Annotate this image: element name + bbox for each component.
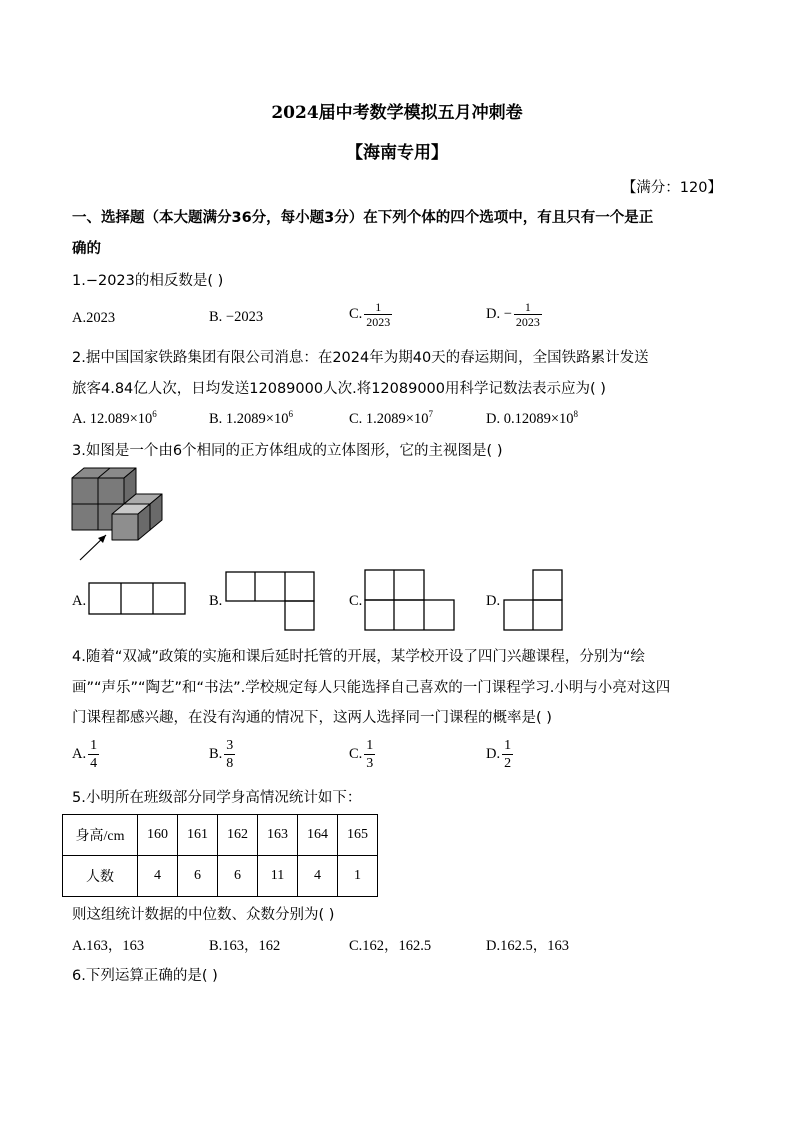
page-title: 2024届中考数学模拟五月冲刺卷: [271, 103, 523, 123]
q3-option-b-label: B.: [209, 593, 223, 609]
q4-option-c-fraction: [364, 737, 375, 772]
table-cell: 163: [258, 815, 298, 856]
fraction-denominator: 3: [366, 756, 374, 771]
q5-option-b: B.163，162: [209, 938, 281, 954]
q4-option-d-fraction: [502, 737, 513, 772]
q5-stem: 5.小明所在班级部分同学身高情况统计如下：: [72, 790, 362, 806]
q2-option-a-base: A. 12.089×10: [72, 411, 153, 427]
fraction-numerator: 1: [524, 300, 531, 314]
table-cell: 164: [298, 815, 338, 856]
q5-option-c: C.162，162.5: [349, 938, 432, 954]
fraction-denominator: 8: [226, 756, 234, 771]
table-header-cell: 人数: [63, 856, 138, 897]
q2-option-d-base: D. 0.12089×10: [486, 411, 574, 427]
q1-option-c-label: C.: [349, 305, 363, 322]
q2-option-c-exponent: 7: [428, 409, 433, 419]
q1-stem: 1.−2023的相反数是( ): [72, 273, 224, 289]
q4-option-c-label: C.: [349, 745, 363, 762]
table-cell: 161: [178, 815, 218, 856]
fraction-numerator: 1: [90, 738, 98, 753]
q2-option-d-exponent: 8: [573, 409, 579, 419]
table-cell: 165: [338, 815, 378, 856]
q5-option-a: A.163，163: [72, 938, 145, 954]
q3-3d-figure: [60, 462, 170, 567]
table-header-cell: 身高/cm: [63, 815, 138, 856]
table-cell: 162: [218, 815, 258, 856]
table-row: [63, 856, 378, 897]
q2-option-b: [209, 411, 293, 428]
table-cell: 11: [258, 856, 298, 897]
q4-option-c: [349, 737, 375, 772]
q4-option-b-label: B.: [209, 745, 223, 762]
table-cell: 160: [138, 815, 178, 856]
q2-option-b-base: B. 1.2089×10: [209, 411, 289, 427]
q2-stem-line1: 2.据中国国家铁路集团有限公司消息：在2024年为期40天的春运期间，全国铁路累计发送: [72, 350, 649, 366]
q2-stem-line2: 旅客4.84亿人次，日均发送12089000人次.将12089000用科学记数法表示应为( ): [72, 381, 606, 397]
q2-option-d: [486, 411, 578, 428]
page-subtitle: 【海南专用】: [346, 143, 448, 163]
q4-option-b-fraction: [224, 737, 235, 772]
table-cell: 6: [178, 856, 218, 897]
q3-option-b-figure: [225, 571, 317, 633]
table-cell: 1: [338, 856, 378, 897]
section-heading-line2: 确的: [72, 241, 101, 257]
height-stats-table: [62, 814, 378, 897]
table-cell: 6: [218, 856, 258, 897]
fraction-denominator: 2: [504, 756, 512, 771]
fraction-denominator: 4: [90, 756, 98, 771]
q1-option-c-fraction: [364, 300, 392, 329]
q3-option-c-label: C.: [349, 593, 363, 609]
q3-option-c-figure: [364, 569, 456, 633]
fraction-numerator: 1: [375, 300, 382, 314]
q2-option-a: [72, 411, 157, 428]
q3-option-a-label: A.: [72, 593, 87, 609]
q1-option-d: [486, 300, 542, 329]
table-row: [63, 815, 378, 856]
q4-option-a-label: A.: [72, 745, 87, 762]
q4-stem-line2: 画”“声乐”“陶艺”和“书法”.学校规定每人只能选择自己喜欢的一门课程学习.小明与小亮对这四: [72, 680, 671, 696]
q4-option-a: [72, 737, 99, 772]
q3-stem: 3.如图是一个由6个相同的正方体组成的立体图形，它的主视图是( ): [72, 443, 503, 459]
full-score: 【满分：120】: [621, 180, 722, 196]
q2-option-b-exponent: 6: [288, 409, 293, 419]
q1-option-a: A.2023: [72, 310, 116, 326]
q3-option-d-figure: [503, 569, 565, 633]
q1-option-d-label: D. −: [486, 305, 512, 322]
q2-option-c-base: C. 1.2089×10: [349, 411, 429, 427]
q5-option-d: D.162.5，163: [486, 938, 569, 954]
q2-option-c: [349, 411, 433, 428]
table-cell: 4: [298, 856, 338, 897]
q2-option-a-exponent: 6: [152, 409, 157, 419]
fraction-numerator: 1: [504, 738, 512, 753]
q1-option-c: [349, 300, 392, 329]
q3-option-d-label: D.: [486, 593, 501, 609]
fraction-denominator: 2023: [366, 315, 391, 329]
q4-option-d: [486, 737, 513, 772]
fraction-numerator: 1: [366, 738, 374, 753]
q4-stem-line1: 4.随着“双减”政策的实施和课后延时托管的开展，某学校开设了四门兴趣课程，分别为“绘: [72, 649, 645, 665]
q4-stem-line3: 门课程都感兴趣，在没有沟通的情况下，这两人选择同一门课程的概率是( ): [72, 710, 552, 726]
fraction-numerator: 3: [226, 738, 234, 753]
table-cell: 4: [138, 856, 178, 897]
q4-option-d-label: D.: [486, 745, 501, 762]
section-heading-line1: 一、选择题（本大题满分36分，每小题3分）在下列个体的四个选项中，有且只有一个是正: [72, 210, 654, 226]
q4-option-a-fraction: [88, 737, 99, 772]
q6-stem: 6.下列运算正确的是( ): [72, 968, 218, 984]
q1-option-d-fraction: [514, 300, 542, 329]
q5-question: 则这组统计数据的中位数、众数分别为( ): [72, 907, 335, 923]
q3-option-a-figure: [88, 582, 188, 616]
q4-option-b: [209, 737, 235, 772]
fraction-denominator: 2023: [515, 315, 540, 329]
q1-option-b: B. −2023: [209, 309, 264, 325]
